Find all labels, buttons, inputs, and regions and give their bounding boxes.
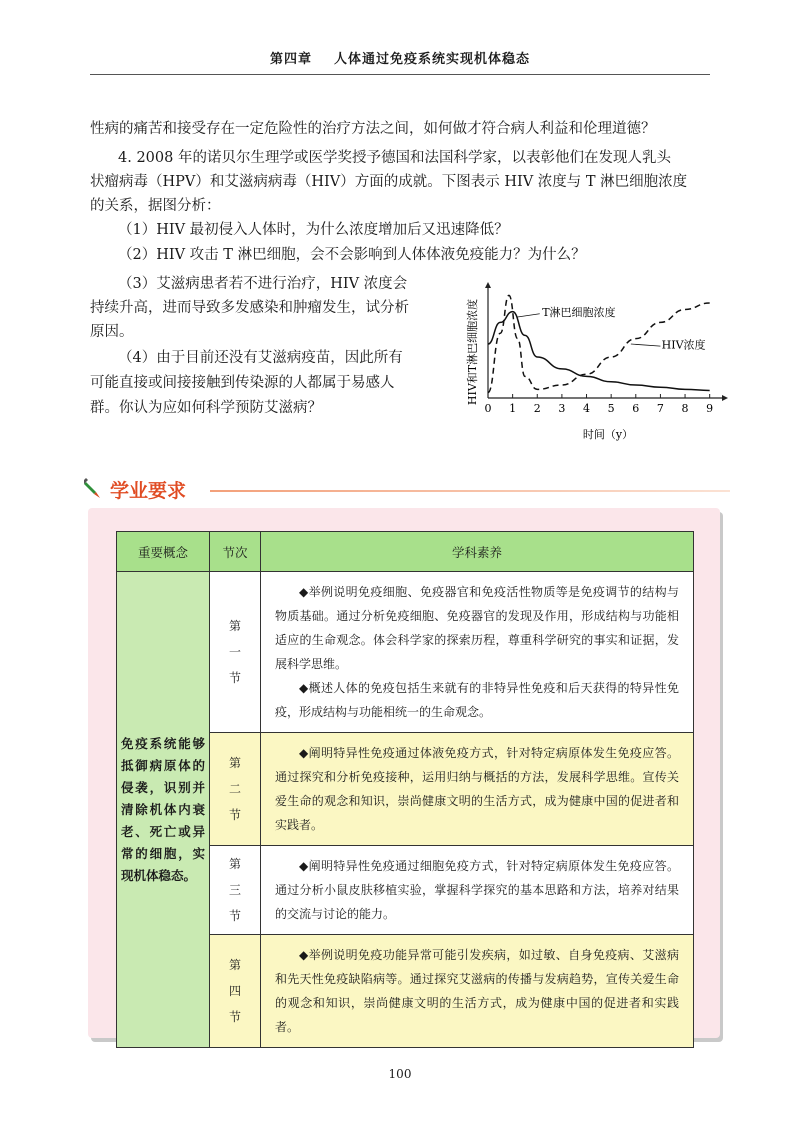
header-concept: 重要概念 [117, 532, 210, 572]
x-tick-label: 9 [706, 402, 714, 415]
section-cell [210, 572, 261, 733]
text-line: 状瘤病毒（HPV）和艾滋病病毒（HIV）方面的成就。下图表示 HIV 浓度与 T 淋巴细胞浓度 [90, 174, 688, 190]
question-3-line: 持续升高，进而导致多发感染和肿瘤发生，试分析 [90, 300, 409, 316]
literacy-cell [261, 935, 694, 1048]
literacy-text: ◆概述人体的免疫包括生来就有的非特异性免疫和后天获得的特异性免疫，形成结构与功能相统一的生命观念。 [275, 681, 679, 719]
x-tick-label: 4 [583, 402, 591, 415]
section-cell [210, 935, 261, 1048]
text-line: 4. 2008 年的诺贝尔生理学或医学奖授予德国和法国科学家，以表彰他们在发现人乳头 [118, 150, 671, 166]
question-4-line: 可能直接或间接接触到传染源的人都属于易感人 [90, 375, 395, 391]
literacy-cell [261, 846, 694, 935]
concept-cell: 免疫系统能够抵御病原体的侵袭，识别并清除机体内衰老、死亡或异常的细胞，实现机体稳态。 [117, 572, 210, 1048]
section-label: 第三节 [228, 857, 241, 923]
text-line: 的关系，据图分析： [90, 198, 221, 214]
legend-leader [631, 344, 661, 346]
x-tick-label: 1 [509, 402, 517, 415]
legend-hiv: HIV浓度 [661, 338, 706, 352]
literacy-text: ◆举例说明免疫细胞、免疫器官和免疫活性物质等是免疫调节的结构与物质基础。通过分析免疫细胞、免疫器官的发现及作用，形成结构与功能相适应的生命观念。体会科学家的探索历程，尊重科学研究的事实和证据，发展科学思维。 [275, 585, 679, 671]
text-line: 性病的痛苦和接受存在一定危险性的治疗方法之间，如何做才符合病人利益和伦理道德？ [90, 121, 656, 137]
section-header [84, 472, 186, 506]
literacy-text: ◆阐明特异性免疫通过体液免疫方式，针对特定病原体发生免疫应答。通过探究和分析免疫接种，运用归纳与概括的方法，发展科学思维。宣传关爱生命的观念和知识，崇尚健康文明的生活方式，成为健康中国的促进者和实践者。 [275, 746, 679, 832]
section-label: 第一节 [228, 619, 241, 685]
question-2: （2）HIV 攻击 T 淋巴细胞，会不会影响到人体体液免疫能力？为什么？ [118, 247, 586, 263]
literacy-cell [261, 733, 694, 846]
x-tick-label: 2 [533, 402, 541, 415]
literacy-text: ◆阐明特异性免疫通过细胞免疫方式，针对特定病原体发生免疫应答。通过分析小鼠皮肤移植实验，掌握科学探究的基本思路和方法，培养对结果的交流与讨论的能力。 [275, 859, 679, 921]
question-3-line: 原因。 [90, 324, 134, 340]
y-axis-label: HIV和T淋巴细胞浓度 [466, 298, 479, 406]
page-header [90, 40, 710, 75]
hiv-t-cell-chart [460, 282, 730, 442]
question-3-line: （3）艾滋病患者若不进行治疗，HIV 浓度会 [118, 276, 408, 292]
header-literacy: 学科素养 [261, 532, 694, 572]
pencil-icon [84, 478, 104, 500]
x-axis-label: 时间（y） [582, 428, 634, 441]
x-tick-label: 5 [607, 402, 615, 415]
page-number: 100 [388, 1067, 412, 1081]
requirements-table [116, 531, 694, 1048]
question-4-line: （4）由于目前还没有艾滋病疫苗，因此所有 [118, 350, 403, 366]
literacy-text: ◆举例说明免疫功能异常可能引发疾病，如过敏、自身免疫病、艾滋病和先天性免疫缺陷病等。通过探究艾滋病的传播与发病趋势，宣传关爱生命的观念和知识，崇尚健康文明的生活方式，成为健康中国的促进者和实践者。 [275, 948, 679, 1034]
x-tick-label: 8 [681, 402, 689, 415]
section-divider [210, 490, 730, 492]
y-axis-arrow [485, 282, 491, 288]
legend-leader [518, 314, 540, 317]
x-axis-arrow [722, 395, 728, 401]
x-tick-label: 6 [632, 402, 640, 415]
x-tick-label: 7 [656, 402, 664, 415]
x-tick-label: 3 [558, 402, 566, 415]
question-4-line: 群。你认为应如何科学预防艾滋病？ [90, 400, 322, 416]
section-label: 第四节 [228, 958, 241, 1024]
section-cell [210, 733, 261, 846]
table-row [117, 572, 694, 733]
section-label: 第二节 [228, 756, 241, 822]
literacy-cell [261, 572, 694, 733]
chapter-title: 人体通过免疫系统实现机体稳态 [334, 51, 531, 67]
table-header-row [117, 532, 694, 572]
legend-t-cell: T淋巴细胞浓度 [542, 305, 616, 319]
header-section: 节次 [210, 532, 261, 572]
question-1: （1）HIV 最初侵入人体时，为什么浓度增加后又迅速降低？ [118, 222, 509, 238]
section-cell [210, 846, 261, 935]
x-tick-label: 0 [484, 402, 492, 415]
section-title: 学业要求 [110, 479, 187, 502]
chapter-number: 第四章 [269, 51, 312, 67]
